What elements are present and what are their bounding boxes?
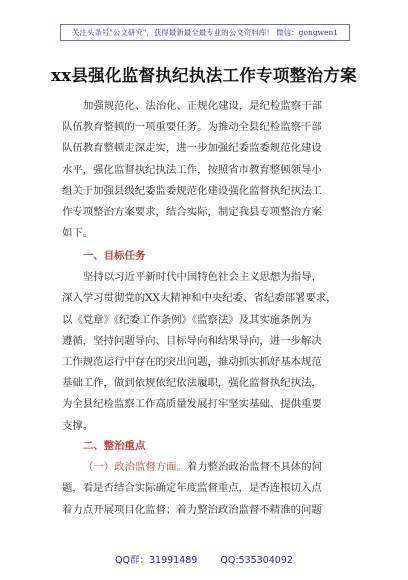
intro-line: 加强规范化、法治化、正规化建设，是纪检监察干部 (83, 100, 322, 112)
section-2 (62, 436, 358, 521)
section-line: 工作规范运行中存在的突出问题，推动抓实抓好基本规范 (62, 356, 322, 369)
section-line: 着力点开展项目化监督；着力整治政治监督不精准的问题 (62, 503, 322, 516)
section-line: 以《党章》《纪委工作条例》《监察法》及其实施条例为 (62, 313, 312, 326)
banner-text: 关注头条号"公文研究"，获得最新最全最专业的公文资料库！ 微信：gongwen1 (71, 28, 339, 37)
section-heading: 一、目标任务 (83, 250, 146, 262)
intro-paragraph (62, 96, 358, 244)
section-line: 遵循，坚持问题导向、目标导向和结果导向，进一步解决 (62, 334, 322, 347)
intro-line: 水平，强化监督执纪执法工作，按照省市教育整顿领导小 (62, 163, 322, 176)
intro-line: 队伍教育整顿的一项重要任务。为推动全县纪检监察干部 (62, 121, 322, 134)
section-line (62, 457, 358, 478)
header-banner (60, 24, 350, 41)
section-line: 为全县纪检监察工作高质量发展打牢坚实基础、提供重要 (62, 398, 322, 411)
subsection-label: （一）政治监督方面。 (83, 461, 187, 474)
section-line: 坚持以习近平新时代中国特色社会主义思想为指导， (83, 271, 322, 284)
section-1 (62, 246, 358, 437)
section-line: 深入学习贯彻党的XX大精神和中央纪委、省纪委部署要求， (62, 292, 337, 305)
intro-line: 队伍教育整顿走深走实，进一步加强纪委监委规范化建设 (62, 142, 322, 155)
intro-line: 如下。 (62, 227, 94, 240)
footer-qq-group: QQ群：31991489 (115, 555, 198, 566)
section-heading: 二、整治重点 (83, 440, 146, 452)
footer (0, 552, 408, 566)
footer-qq: QQ:535304092 (220, 555, 293, 566)
section-line: 支撑。 (62, 419, 94, 432)
section-line: 题，看是否结合实际确定年度监督重点，是否连根切入点 (62, 482, 322, 495)
intro-line: 作专项整治方案要求，结合实际，制定我县专项整治方案 (62, 206, 322, 219)
section-line: 基础工作，做到依规依纪依法履职，强化监督执纪执法， (62, 377, 322, 390)
subsection-text: 着力整治政治监督不具体的问 (186, 461, 322, 474)
intro-line: 组关于加强县级纪委监委规范化建设强化监督执纪执法工 (62, 184, 322, 197)
document-title: xx县强化监督执纪执法工作专项整治方案 (51, 66, 357, 85)
